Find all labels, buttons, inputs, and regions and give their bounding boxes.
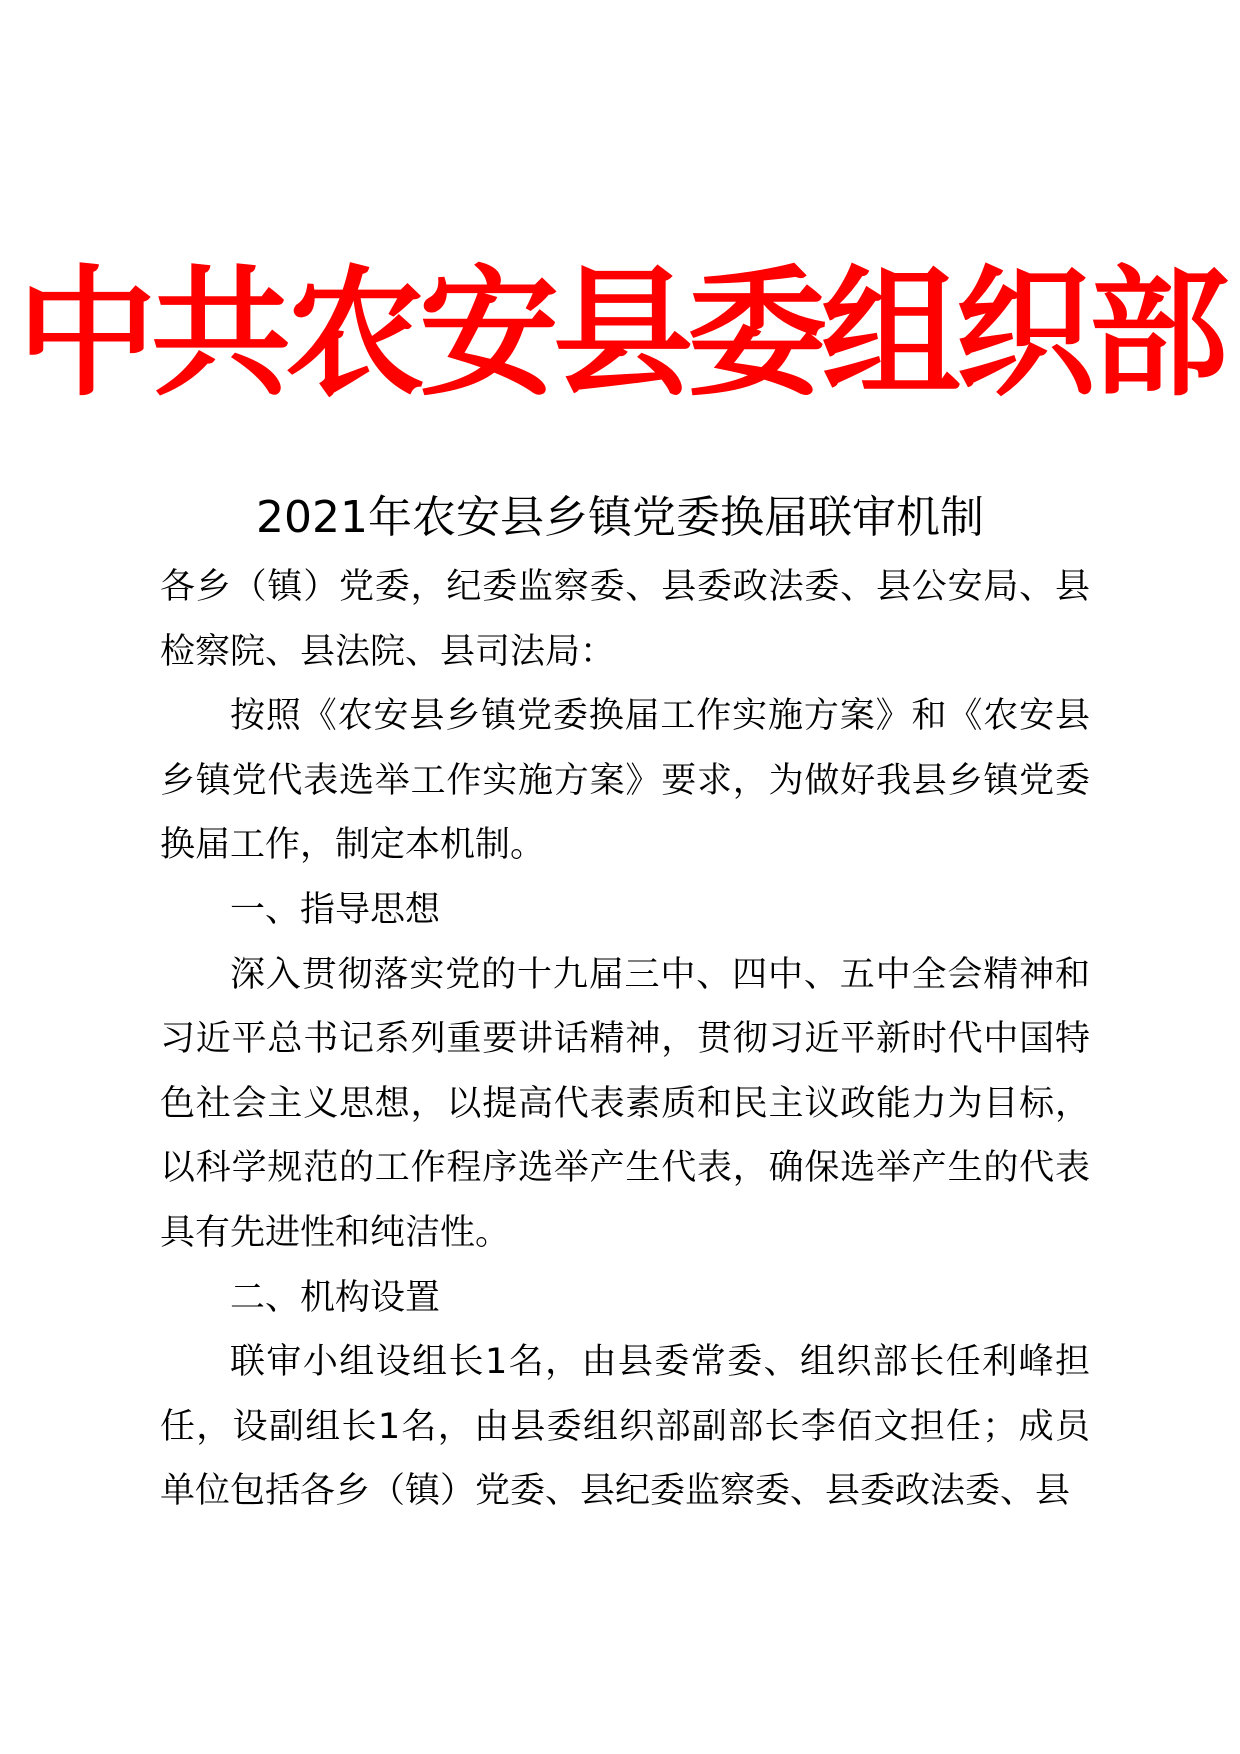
document-title: 2021年农安县乡镇党委换届联审机制 [256, 492, 984, 543]
addressee-paragraph: 各乡（镇）党委，纪委监察委、县委政法委、县公安局、县检察院、县法院、县司法局： [160, 567, 1090, 672]
section-1-heading: 一、指导思想 [230, 889, 441, 930]
section-2-paragraph: 联审小组设组长1名，由县委常委、组织部长任利峰担任，设副组长1名，由县委组织部副部长李佰文担任；成员单位包括各乡（镇）党委、县纪委监察委、县委政法委、县 [160, 1342, 1090, 1512]
document-body [160, 555, 1090, 1524]
masthead-title: 中共农安县委组织部 [16, 253, 1223, 416]
section-2-heading: 二、机构设置 [230, 1277, 441, 1318]
intro-paragraph: 按照《农安县乡镇党委换届工作实施方案》和《农安县乡镇党代表选举工作实施方案》要求，为做好我县乡镇党委换届工作，制定本机制。 [160, 696, 1090, 866]
section-1-paragraph: 深入贯彻落实党的十九届三中、四中、五中全会精神和习近平总书记系列重要讲话精神，贯彻习近平新时代中国特色社会主义思想，以提高代表素质和民主议政能力为目标，以科学规范的工作程序选举产生代表，确保选举产生的代表具有先进性和纯洁性。 [160, 954, 1090, 1253]
